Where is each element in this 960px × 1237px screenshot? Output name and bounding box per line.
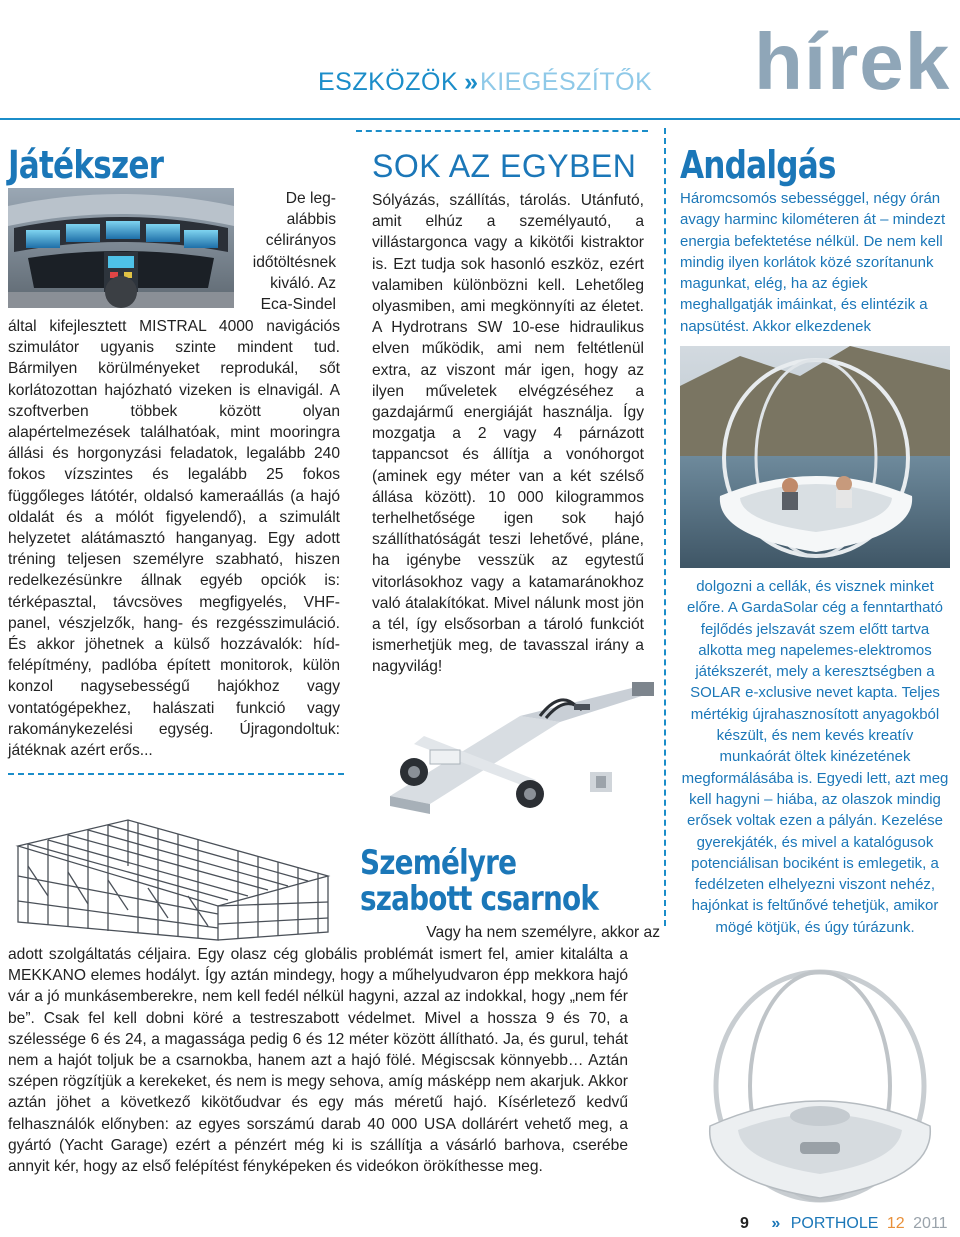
double-chevron-icon: »: [464, 68, 475, 96]
issue-year: 2011: [913, 1215, 948, 1232]
article-body-sok-az-egyben: Sólyázás, szállítás, tárolás. Utánfutó, amit elhúz a személyautó, a villástargonca vagy a kikötői kistraktor is. Ezt tudja sok hasonló eszköz, ezért valamiben különbözni kell. Lehetőleg olyasmiben, ami megkönnyíti az életet. A Hydrotrans SW 10-ese hidraulikus elven működik, ami nem feltétlenül extra, az viszont már igen, hogy az ilyen műveletek elvégzéséhez a gazdajármű energiáját használja. Így mozgatja a 2 vagy 4 párnázott tappancsot és állítja a vonóhorgot (aminek egy méter van a két szélső állása között). 10 000 kilogrammos terhelhetősége igen sok hajó szállíthatóságát teszi lehetővé, pláne, ha igénybe vesszük az egytestű vitorlásokhoz vagy a katamaránokhoz való átalakítókat. Mivel nálunk most jön a tél, így elsősorban a tároló funkciót ismerhetjük meg, de tavasszal irány a nagyvilág!: [372, 192, 644, 676]
article-body-csarnok: adott szolgáltatás céljaira. Egy olasz cég globális problémát ismert fel, amier kitalálta a MEKKANO elemes hodályt. Így aztán mindegy, hogy a műhelyudvaron épp mekkora hajó vár a jó munkásemberekre, nem kell fedél nélkül hagyni, azzal az indokkal, hogy „nem fér be”. Csak fel kell dobni köré a testreszabott védelmet. Mivel a hossza 9 és 70, a szélessége 6 és 24, a magassága pedig 6 és 12 méter között állítható. Ja, és gurul, tehát nem a hajót toljuk be a csarnokba, hanem azt a hajó fölé. Mégiscsak könnyebb… Aztán szépen rögzítjük a kerekeket, és nem is megy sehova, amíg másképp nem akarjuk. Akkor aztán jöhet a következő kikötőudvar és egy más méretű hajó. Kísérletező kedvű felhasználók előnyben: az egyes sorszámú darab 40 000 USA dollárért vehető meg, a gyártó (Yacht Garage) ezért a pénzért még ki is szállítja a vásárló barhova, cserébe annyit kér, hogy az első felépítést fényképeken és videókon örökíthesse meg.: [8, 946, 628, 1176]
section-name: ESZKÖZÖK: [318, 68, 459, 96]
double-chevron-icon: »: [771, 1215, 781, 1232]
article-divider: [356, 130, 648, 132]
solar-boat-photo-top: [680, 346, 950, 568]
solar-boat-photo-bottom: [680, 966, 956, 1206]
float-line: időtöltésnek: [252, 253, 336, 271]
page-number: 9: [740, 1215, 749, 1232]
article-body-andalgas: dolgozni a cellák, és visznek minket előre. A GardaSolar cég a fenntartható fejlődés jelszavát szem előtt tartva alkotta meg napelemes-elektromos játékszerét, mely a keresztségben a SOLAR e-xclusive nevet kapta. Teljes mértékig újrahasznosított anyagokból készült, és nem kevés kreatív munkaórát öltek kinézetének megformálásába is. Egyedi lett, azt meg kell hagyni – hiába, az olaszok mindig erősek voltak ezen a pályán. Kezelése gyerekjáték, és mivel a katalógusok potenciálisan bociként is emlegetik, a fedélzeten elhelyezni viszont nehéz, hajónkat is feltűnővé tehetjük, amikor mögé kötjük, és úgy túrázunk.: [681, 578, 949, 936]
magazine-section-title: hírek: [754, 17, 951, 106]
column-divider: [8, 773, 344, 775]
article-intro-andalgas: Háromcsomós sebességgel, négy órán avagy harminc kilométeren át – mindezt energia befektetése nélkül. De nem kell mindig ilyen korlátok közé szorítanunk magunkat, elég, ha az égiek meghallgatják imáinkat, és elintézik a napsütést. Akkor elkezdenek: [680, 190, 946, 335]
float-line: kiváló. Az: [270, 274, 336, 292]
float-text: [236, 188, 336, 315]
subsection-name: KIEGÉSZÍTŐK: [480, 68, 653, 96]
hangar-frame-illustration: [8, 806, 348, 942]
column-divider-vertical: [664, 128, 666, 926]
magazine-name: PORTHOLE: [790, 1215, 879, 1232]
hydrotrans-trailer-photo: [360, 676, 660, 826]
footer: [740, 1215, 948, 1233]
article-title-jatekszer: Játékszer: [8, 143, 164, 187]
float-line: célirányos: [265, 232, 336, 250]
simulator-bridge-photo: [8, 188, 234, 308]
float-line: De leg-: [285, 190, 336, 207]
article-title-andalgas: Andalgás: [680, 143, 836, 187]
article-body-jatekszer: által kifejlesztett MISTRAL 4000 navigációs szimulátor ugyanis szinte mindent tud. Bármilyen körülményeket reprodukál, sőt korlátozottan hajózható vizeken is elnavigál. A szoftverben többek között olyan alapértelmezések találhatóak, mint mooringra állási és horgonyzási feladatok, legalább 240 fokos vízszintes és legalább 25 fokos függőleges látótér, oldalsó kameraállás (a hajó oldalát és a mólót figyelendő), a szimulált helyzetet alátámasztó hanganyag. Egy adott tréning teljesen személyre szabható, hiszen redelkezésünkre állnak egyéb opciók is: térképasztal, távcsöves megfigyelés, VHF-panel, vészjelzők, hang- és rezgésszimuláció. És akkor jöhetnek a külső hozzávalók: híd-felépítmény, padlóba épített monitorok, külön konzol nagysebességű hajókhoz vagy vontatógépekhez, halászati funkció vagy rakománykezelési egység. Újragondoltuk: játéknak azért erős...: [8, 318, 340, 760]
float-line: alábbis: [286, 211, 336, 229]
article-title-csarnok-line2: szabott csarnok: [360, 879, 599, 919]
header-rule: [0, 118, 960, 120]
article-title-csarnok-line1: Személyre: [360, 843, 517, 883]
article-title-sok-az-egyben: SOK AZ EGYBEN: [372, 148, 637, 184]
article-lead-csarnok: Vagy ha nem személyre, akkor az: [426, 924, 660, 941]
section-breadcrumb: [318, 68, 652, 97]
float-line: Eca-Sindel: [260, 296, 336, 314]
issue-number: 12: [886, 1215, 905, 1232]
